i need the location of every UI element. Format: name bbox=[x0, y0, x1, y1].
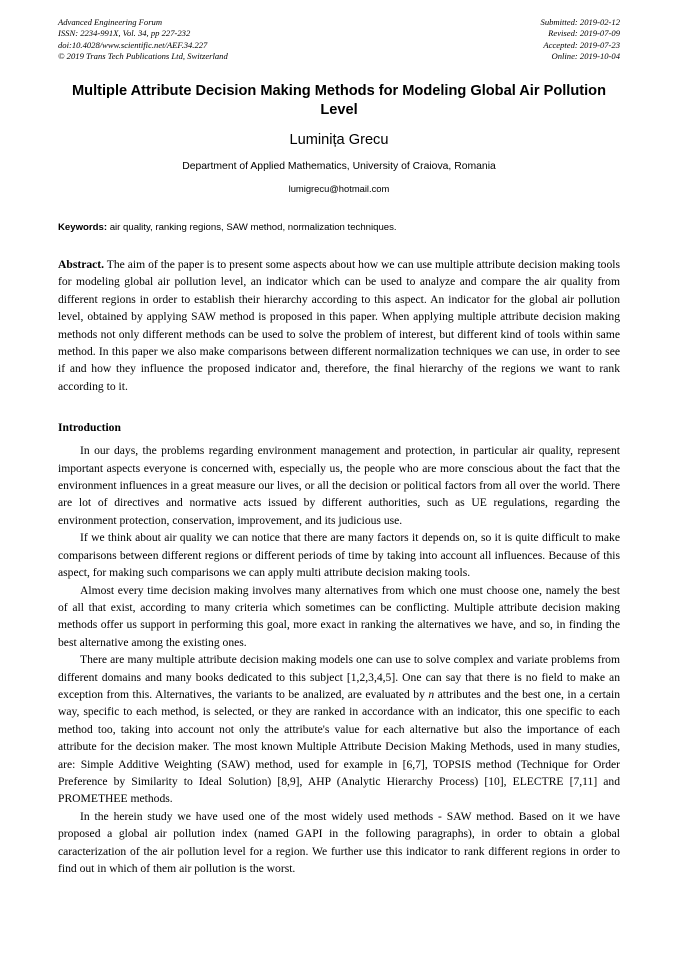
page-title: Multiple Attribute Decision Making Methods for Modeling Global Air Pollution Level bbox=[72, 83, 607, 118]
date-revised: Revised: 2019-07-09 bbox=[548, 28, 620, 39]
journal-name: Advanced Engineering Forum bbox=[58, 17, 163, 27]
math-variable-n: n bbox=[428, 687, 435, 701]
keywords-line bbox=[58, 221, 620, 235]
author-affiliation: Department of Applied Mathematics, University of Craiova, Romania bbox=[182, 161, 496, 172]
keywords-text: air quality, ranking regions, SAW method, normalization techniques. bbox=[107, 222, 397, 233]
paragraph bbox=[58, 442, 620, 529]
paragraph-text: If we think about air quality we can notice that there are many factors it depends on, so it is quite difficult to make comparisons between different regions or different periods of time by taking into account all influences. Because of this aspect, for making such comparisons we can apply multi attribute decision making tools. bbox=[58, 531, 620, 580]
paragraph bbox=[58, 529, 620, 581]
journal-header-left bbox=[58, 17, 228, 63]
journal-header-right bbox=[541, 17, 620, 63]
author-name: Luminița Grecu bbox=[289, 132, 389, 148]
journal-issn-volume: ISSN: 2234-991X, Vol. 34, pp 227-232 bbox=[58, 28, 191, 39]
paragraph-text-post: attributes and the best one, in a certain way, specific to each method, is selected, or they are ranked in accordance with an indicator, this one specific to each method too, taking into account not only the attribute's value for each alternative but also the importance of each attribute for the decision maker. The most known Multiple Attribute Decision Making Methods, used in many studies, are: Simple Additive Weighting (SAW) method, used for example in [6,7], TOPSIS method (Technique for Order Preference by Similarity to Ideal Solution) [8,9], AHP (Analytic Hierarchy Process) [10], ELECTRE [7,11] and PROMETHEE methods. bbox=[58, 687, 620, 806]
paragraph-text: Almost every time decision making involves many alternatives from which one must choose one, namely the best of all that exist, according to many criteria which sometimes can be conflicting. Multiple attribute decision making methods offer us support in performing this goal, more exact in ranking the alternatives we have, and so, in finding the best alternative among the existing ones. bbox=[58, 583, 620, 649]
journal-copyright: © 2019 Trans Tech Publications Ltd, Switzerland bbox=[58, 51, 228, 62]
author-email: lumigrecu@hotmail.com bbox=[288, 183, 390, 194]
paragraph-text: In the herein study we have used one of the most widely used methods - SAW method. Based on it we have proposed a global air pollution index (named GAPI in the following paragraphs), in order to obtain a global caracterization of the air pollution level for a region. We further use this indicator to rank different regions in order to find out in which of them air pollution is the worst. bbox=[58, 809, 620, 875]
paragraph bbox=[58, 582, 620, 652]
keywords-label: Keywords: bbox=[58, 222, 108, 233]
abstract-label: Abstract. bbox=[58, 258, 105, 271]
abstract-block bbox=[58, 256, 620, 395]
paragraph bbox=[58, 651, 620, 808]
date-submitted: Submitted: 2019-02-12 bbox=[540, 17, 620, 27]
paragraph-text-pre: There are many multiple attribute decision making models one can use to solve complex and variate problems from different domains and many books dedicated to this subject [1,2,3,4,5]. One can say that there is no field to make an exception from this. Alternatives, the variants to be analized, are evaluated by bbox=[58, 653, 620, 701]
date-accepted: Accepted: 2019-07-23 bbox=[543, 39, 620, 50]
paragraph bbox=[58, 808, 620, 878]
date-online: Online: 2019-10-04 bbox=[551, 51, 620, 62]
journal-doi: doi:10.4028/www.scientific.net/AEF.34.227 bbox=[58, 39, 208, 50]
abstract-text: The aim of the paper is to present some aspects about how we can use multiple attribute decision making tools for modeling global air pollution level, an indicator which can be used to analyze and compare the air quality from different regions in order to establish their hierarchy according to this aspect. An indicator for the global air pollution level, obtained by applying SAW method is proposed in this paper. When applying multiple attribute decision making methods not only different methods can be used to solve the problem of interest, but different kind of tools within same method. In this paper we also make comparisons between different normalization techniques we can use, in order to see if and how they influence the proposed indicator and, therefore, the final hierarchy of the regions we want to rank according to it. bbox=[58, 258, 620, 393]
page-content bbox=[58, 0, 620, 877]
section-heading-introduction: Introduction bbox=[58, 421, 121, 435]
journal-header bbox=[58, 0, 620, 69]
paragraph-text: In our days, the problems regarding environment management and protection, in particular air quality, represent important aspects everyone is concerned with, especially us, the people who are more conscious about the fact that the environment influences in a great measure our lives, or all the decision or political factors from all over the world. There are lot of directives and normative acts issued by different authorities, such as UE regulations, regarding the environment protection, conservation, improvement, and its judicious use. bbox=[58, 444, 620, 527]
